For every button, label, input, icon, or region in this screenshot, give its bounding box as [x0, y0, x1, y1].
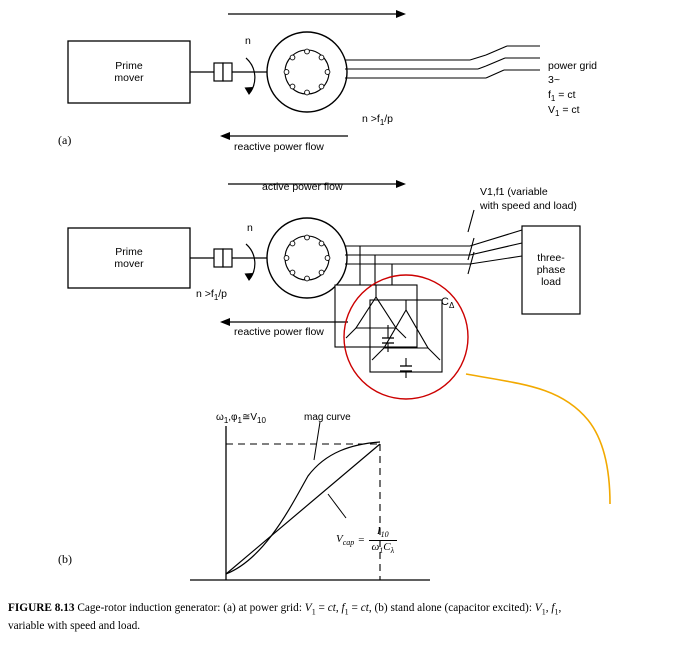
panel-a-speed-condition: $n >f_1/p$: [362, 113, 394, 128]
panel-b-speed-label: n: [247, 222, 253, 234]
load-line1: three-: [537, 251, 565, 264]
load-line2: phase: [536, 263, 566, 276]
inset-chart: [180, 408, 480, 598]
panel-a-prime-mover-label: [68, 41, 190, 103]
panel-a-speed-label: n: [245, 35, 251, 47]
prime-mover-b-line2: mover: [114, 258, 144, 270]
prime-mover-line2: mover: [114, 72, 144, 84]
prime-mover-line1: Prime: [115, 59, 143, 72]
panel-a-grid-label-2: 3~: [548, 74, 560, 86]
panel-a-reactive-power-label: reactive power flow: [234, 141, 324, 153]
panel-b-load-label: [522, 226, 580, 314]
figure-caption: [8, 600, 668, 634]
panel-b-tag: (b): [58, 552, 72, 566]
load-line3: load: [541, 276, 561, 289]
vcap-denominator: $\omega_1C_\lambda$: [369, 540, 398, 556]
panel-b-active-power-label: active power flow: [262, 181, 343, 193]
prime-mover-b-line1: Prime: [115, 245, 143, 258]
panel-b-prime-mover-label: [68, 228, 190, 288]
inset-y-axis-label: $\omega_1,\varphi_1≅V_{10}$: [216, 412, 266, 425]
equals-sign: =: [358, 534, 365, 547]
panel-a-grid-label-1: power grid: [548, 60, 598, 72]
inset-mag-curve-label: mag curve: [304, 412, 351, 423]
figure-caption-text: Cage-rotor induction generator: (a) at power grid: $V_1$ = ct, $f_1$ = ct, (b) stand alone (capacitor excited): $V_1$, $f_1$, variable with speed and load.: [8, 602, 562, 632]
capacitor-label: $C_\Delta$: [441, 296, 455, 311]
panel-b-output-label-1: V1,f1 (variable: [480, 186, 548, 198]
figure-label: FIGURE 8.13: [8, 602, 75, 614]
inset-capacitor-equation: [336, 525, 397, 556]
panel-b-reactive-power-label: reactive power flow: [234, 326, 324, 338]
panel-a-tag: (a): [58, 133, 72, 147]
panel-b-output-label-2: with speed and load): [480, 200, 577, 212]
panel-b-speed-condition: $n >f_1/p$: [196, 288, 228, 303]
panel-a-grid-label-3: $f_1$ = ct: [548, 89, 576, 104]
vcap-numerator: $I_{10}$: [376, 525, 389, 540]
panel-a-grid-label-4: $V_1$ = ct: [548, 104, 580, 119]
vcap-symbol: $V_{cap}$: [336, 533, 355, 548]
